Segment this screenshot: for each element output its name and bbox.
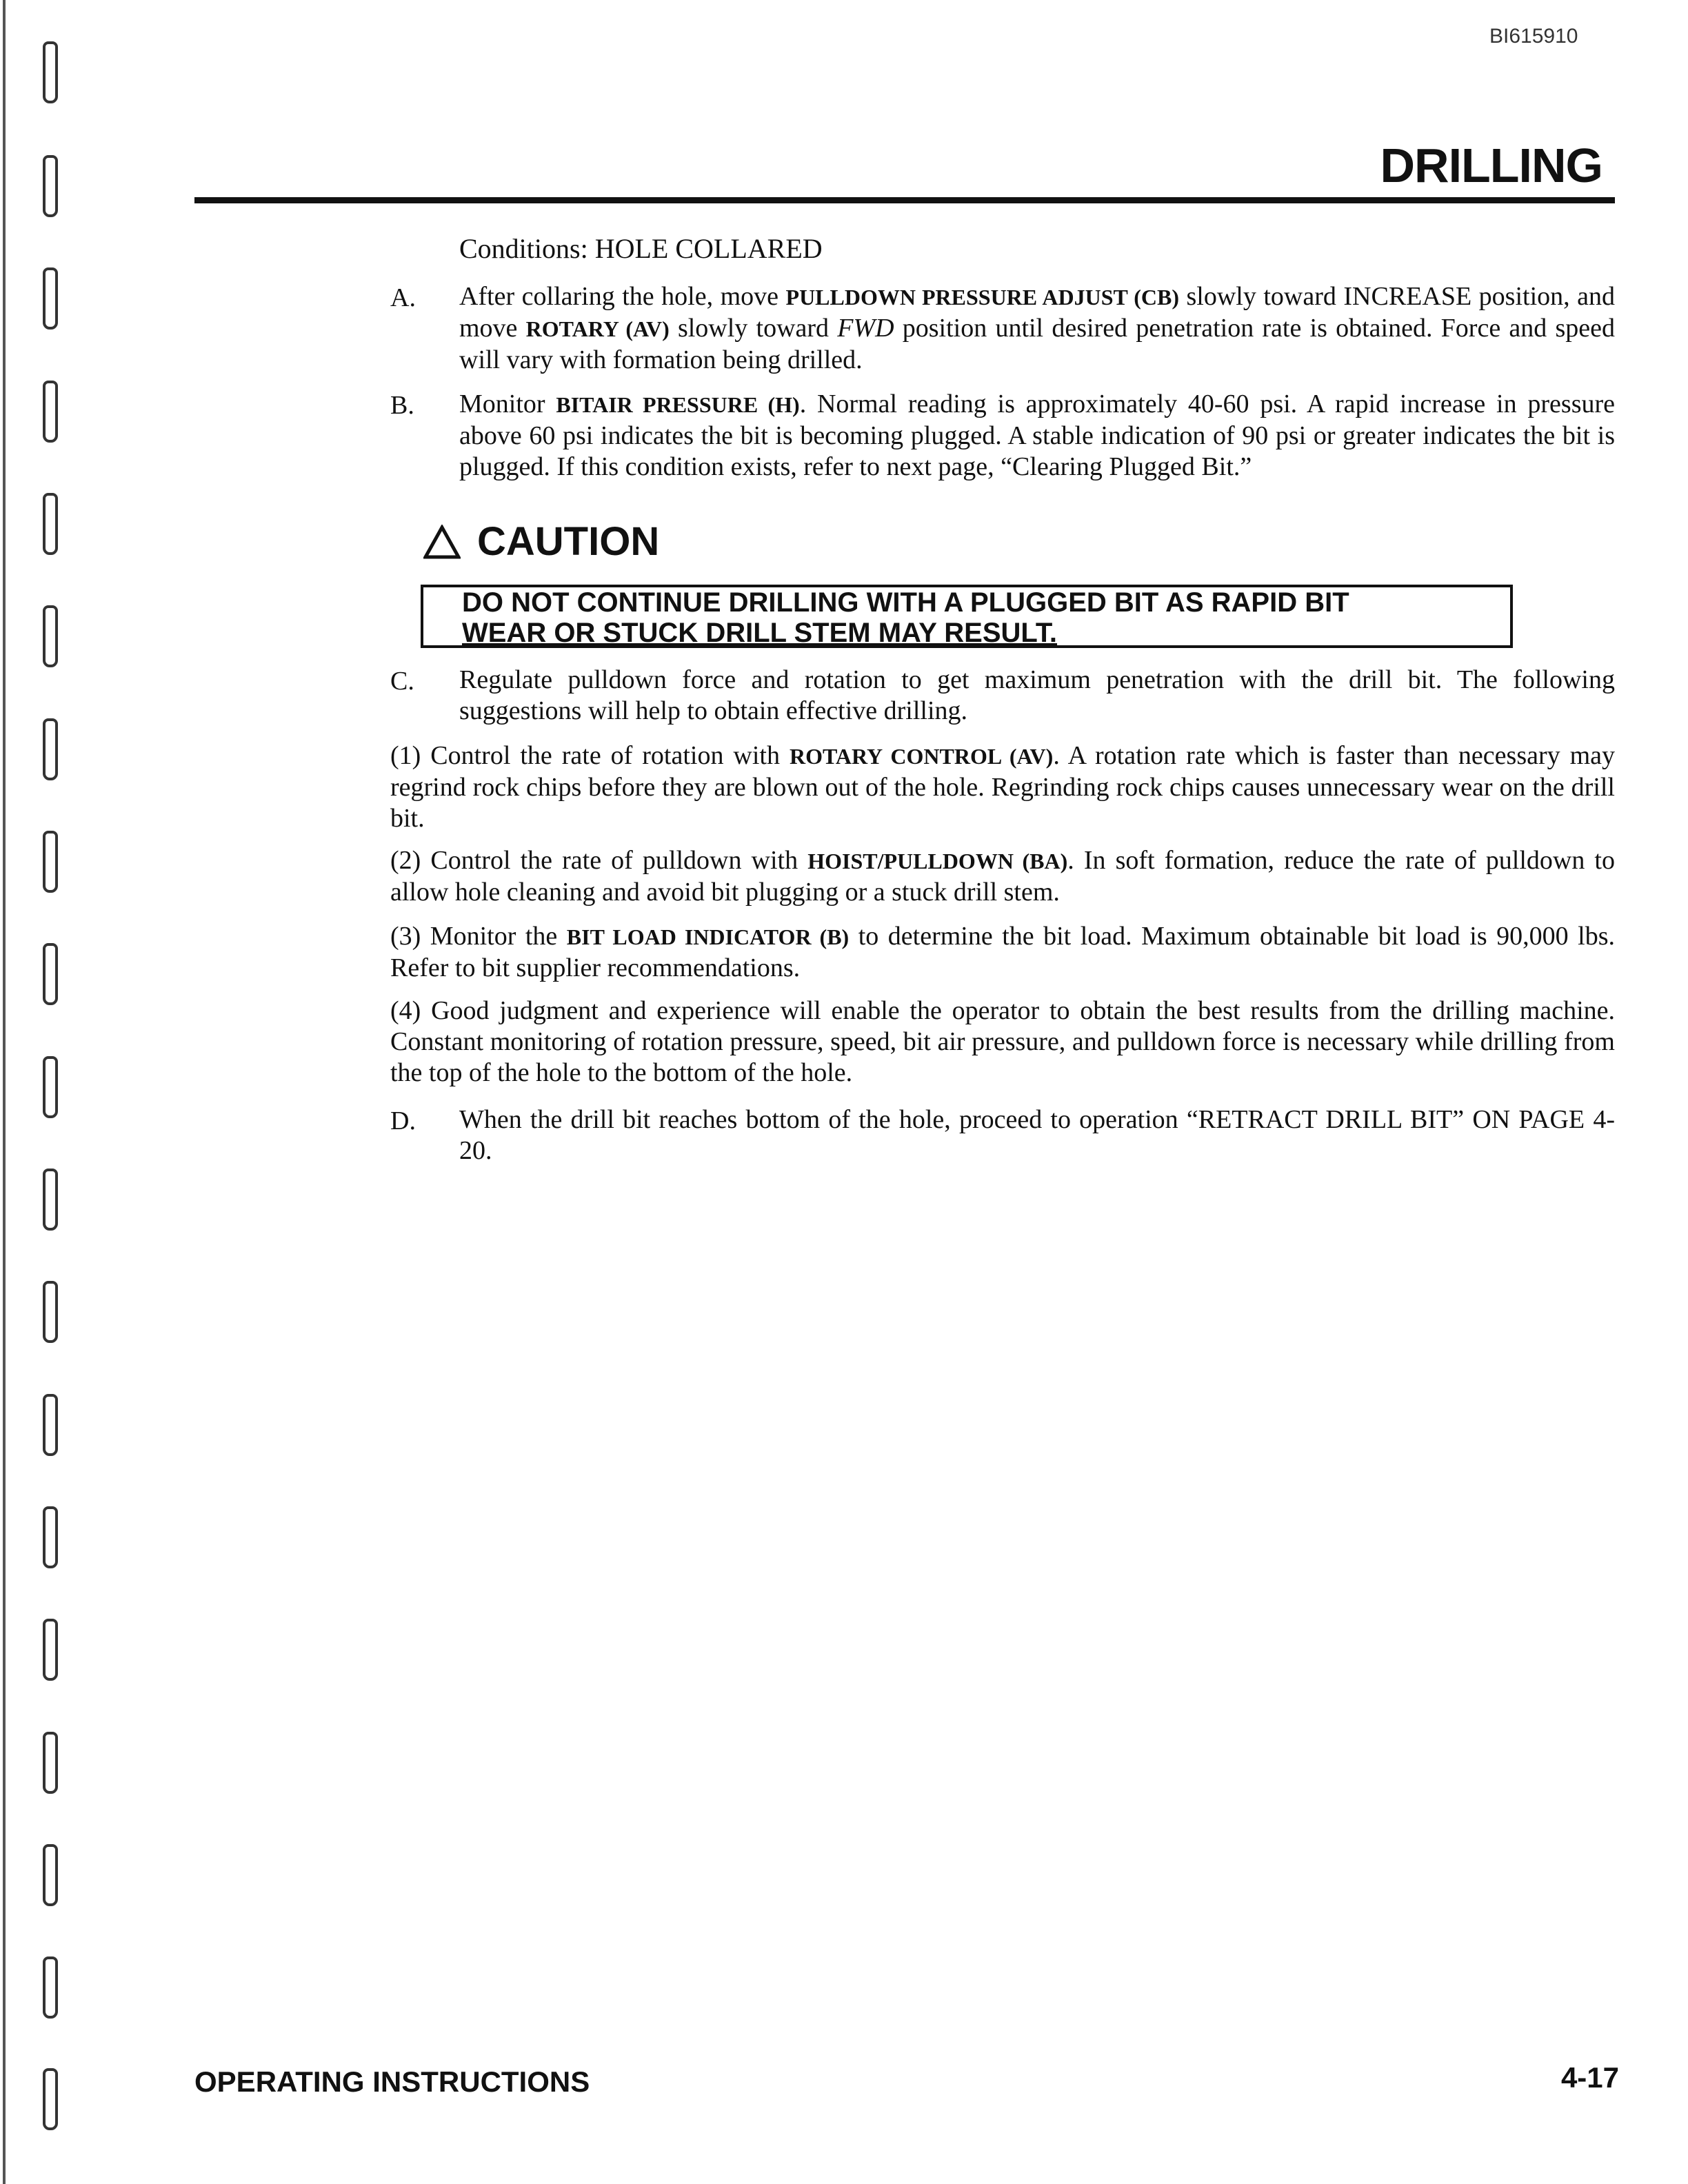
warning-triangle-icon bbox=[423, 525, 461, 559]
suggestion-2: (2) Control the rate of pulldown with HOIST/PULLDOWN (BA). In soft formation, reduce the rate of pulldown to allow hole cleaning and avoid bit plugging or a stuck drill stem. bbox=[390, 846, 1615, 907]
step-c-text: Regulate pulldown force and rotation to get maximum penetration with the drill bit. The following suggestions will help to obtain effective drilling. bbox=[459, 665, 1615, 725]
binder-hole bbox=[43, 718, 58, 780]
section-title: DRILLING bbox=[1380, 139, 1602, 192]
caution-heading bbox=[423, 518, 659, 565]
binder-hole bbox=[43, 831, 58, 893]
binder-hole bbox=[43, 2068, 58, 2130]
caution-box bbox=[421, 585, 1513, 648]
binder-hole bbox=[43, 943, 58, 1005]
binder-hole bbox=[43, 1844, 58, 1906]
header-rule bbox=[194, 197, 1615, 203]
caution-line-1: DO NOT CONTINUE DRILLING WITH A PLUGGED BIT AS RAPID BIT bbox=[462, 587, 1349, 618]
step-a-text: After collaring the hole, move PULLDOWN PRESSURE ADJUST (CB) slowly toward INCREASE position, and move ROTARY (AV) slowly toward FWD position until desired penetration rate is obtained. Force and speed will vary with formation being drilled. bbox=[459, 282, 1615, 374]
binding-edge bbox=[3, 0, 6, 2184]
suggestion-4: (4) Good judgment and experience will enable the operator to obtain the best results from the drilling machine. Constant monitoring of rotation pressure, speed, bit air pressure, and pulldown force is necessary while drilling from the top of the hole to the bottom of the hole. bbox=[390, 996, 1615, 1087]
binder-hole bbox=[43, 267, 58, 330]
caution-line-2: WEAR OR STUCK DRILL STEM MAY RESULT. bbox=[462, 618, 1058, 648]
step-d-letter: D. bbox=[390, 1106, 416, 1135]
binder-hole bbox=[43, 1281, 58, 1343]
caution-title: CAUTION bbox=[477, 519, 660, 564]
binder-hole bbox=[43, 1732, 58, 1794]
step-b-letter: B. bbox=[390, 391, 414, 420]
binder-hole bbox=[43, 1957, 58, 2019]
binder-hole bbox=[43, 493, 58, 555]
fwd-term: FWD bbox=[837, 314, 894, 343]
step-c-letter: C. bbox=[390, 667, 414, 696]
suggestion-3: (3) Monitor the BIT LOAD INDICATOR (B) to determine the bit load. Maximum obtainable bit load is 90,000 lbs. Refer to bit supplier recommendations. bbox=[390, 922, 1616, 982]
control-rotary: ROTARY (AV) bbox=[525, 316, 670, 341]
step-b-text: Monitor BITAIR PRESSURE (H). Normal reading is approximately 40-60 psi. A rapid increase in pressure above 60 psi indicates the bit is becoming plugged. A stable indication of 90 psi or greater indicates the bit is plugged. If this condition exists, refer to next page, “Clearing Plugged Bit.” bbox=[459, 390, 1616, 481]
binder-hole bbox=[43, 1056, 58, 1118]
control-pulldown-pressure-adjust: PULLDOWN PRESSURE ADJUST (CB) bbox=[785, 285, 1180, 310]
page-number: 4-17 bbox=[1560, 2061, 1619, 2094]
step-a-letter: A. bbox=[390, 283, 416, 312]
binder-hole bbox=[43, 605, 58, 667]
binder-hole bbox=[43, 155, 58, 217]
control-rotary-control: ROTARY CONTROL (AV) bbox=[789, 744, 1054, 769]
binder-hole bbox=[43, 1619, 58, 1681]
conditions-line: Conditions: HOLE COLLARED bbox=[459, 233, 823, 264]
binder-hole bbox=[43, 381, 58, 443]
control-bitair-pressure: BITAIR PRESSURE (H) bbox=[556, 392, 800, 417]
suggestion-1: (1) Control the rate of rotation with ROTARY CONTROL (AV). A rotation rate which is faster than necessary may regrind rock chips before they are blown out of the hole. Regrinding rock chips causes unnecessary wear on the drill bit. bbox=[390, 741, 1616, 833]
binder-hole bbox=[43, 1169, 58, 1231]
control-bit-load-indicator: BIT LOAD INDICATOR (B) bbox=[566, 924, 850, 949]
binder-hole bbox=[43, 1394, 58, 1456]
binder-hole bbox=[43, 41, 58, 103]
step-d-text: When the drill bit reaches bottom of the hole, proceed to operation “RETRACT DRILL BIT” ON PAGE 4-20. bbox=[459, 1105, 1615, 1165]
document-id: BI615910 bbox=[1489, 25, 1578, 48]
binder-hole bbox=[43, 1506, 58, 1568]
control-hoist-pulldown: HOIST/PULLDOWN (BA) bbox=[807, 849, 1068, 873]
footer-section-name: OPERATING INSTRUCTIONS bbox=[194, 2065, 590, 2098]
